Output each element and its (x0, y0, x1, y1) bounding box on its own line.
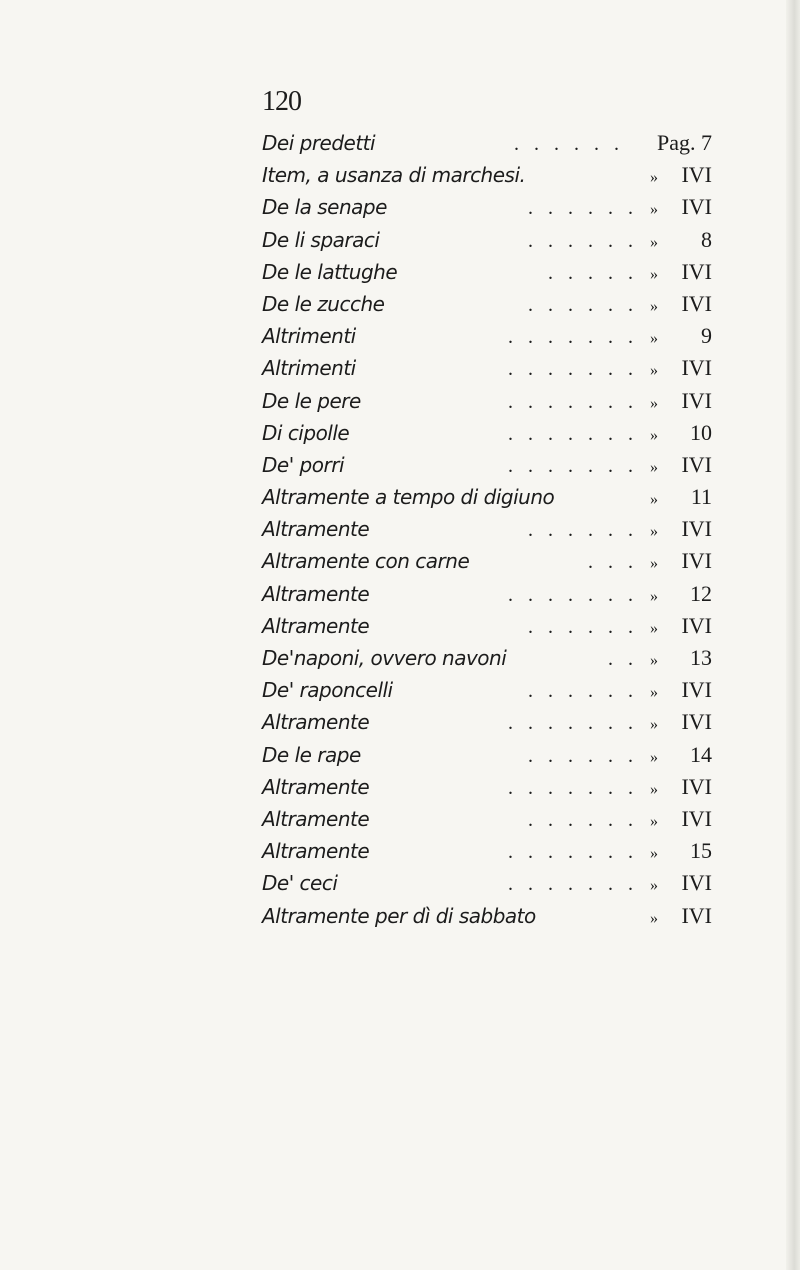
toc-dot-leader: . . . . . . . (508, 454, 638, 477)
toc-page-reference: 14 (690, 741, 712, 767)
toc-ditto-mark: » (650, 845, 658, 863)
toc-entry-title: Altramente (262, 806, 370, 831)
toc-entry-title: De la senape (262, 195, 387, 220)
toc-entry (262, 613, 712, 645)
toc-page-reference: IVI (681, 290, 712, 316)
toc-entry-title: Altramente (262, 774, 370, 799)
table-of-contents (262, 130, 712, 935)
toc-ditto-mark: » (650, 877, 658, 895)
toc-page-reference: 13 (690, 645, 712, 670)
toc-ditto-mark: » (650, 394, 658, 412)
toc-entry (262, 388, 712, 420)
toc-page-reference: IVI (681, 709, 712, 735)
toc-entry (262, 194, 712, 226)
toc-entry-title: Altrimenti (262, 356, 356, 381)
toc-page-reference: 9 (701, 323, 712, 349)
toc-ditto-mark: » (650, 523, 658, 541)
toc-page-reference: IVI (681, 612, 712, 638)
toc-page-reference: IVI (681, 194, 712, 220)
toc-dot-leader: . . . . . . (528, 229, 638, 252)
toc-ditto-mark: » (650, 297, 658, 315)
toc-entry-title: Altramente (262, 839, 370, 864)
toc-dot-leader: . . . . . . (528, 808, 638, 831)
toc-ditto-mark: » (650, 909, 658, 927)
toc-entry (262, 709, 712, 741)
toc-page-reference: 11 (690, 484, 712, 510)
toc-dot-leader: . . . . . . . (508, 841, 638, 864)
toc-entry-title: Altramente (262, 710, 370, 735)
toc-entry (262, 516, 712, 548)
toc-ditto-mark: » (650, 362, 658, 380)
toc-page-reference: 8 (701, 226, 712, 252)
toc-page-reference: IVI (681, 355, 712, 381)
page-edge-shadow (786, 0, 800, 1270)
toc-entry (262, 838, 712, 870)
toc-page-reference: IVI (681, 773, 712, 799)
toc-entry-title: De'naponi, ovvero navoni (262, 646, 507, 670)
toc-ditto-mark: » (650, 426, 658, 444)
toc-page-reference: IVI (681, 870, 712, 896)
toc-dot-leader: . . . . . . . (508, 422, 638, 445)
toc-ditto-mark: » (650, 201, 658, 219)
toc-ditto-mark: » (650, 555, 658, 573)
toc-dot-leader: . . . . . (548, 261, 638, 284)
toc-entry (262, 903, 712, 935)
toc-dot-leader: . . . . . . . (508, 583, 638, 606)
toc-entry-title: Item, a usanza di marchesi. (262, 163, 526, 188)
toc-entry (262, 548, 712, 580)
toc-ditto-mark: » (650, 684, 658, 702)
toc-page-reference: 15 (690, 838, 712, 864)
toc-page-reference: IVI (681, 902, 712, 928)
toc-ditto-mark: » (650, 491, 658, 509)
toc-entry (262, 452, 712, 484)
toc-entry-title: De le rape (262, 742, 361, 767)
toc-ditto-mark: » (650, 169, 658, 187)
toc-page-reference: 10 (690, 419, 712, 445)
toc-ditto-mark: » (650, 458, 658, 476)
toc-entry-title: Altrimenti (262, 324, 356, 349)
toc-dot-leader: . . . . . . (528, 519, 638, 542)
toc-page-reference: IVI (681, 677, 712, 703)
toc-entry-title: Altramente (262, 581, 370, 606)
toc-dot-leader: . . . . . . (514, 133, 624, 155)
toc-dot-leader: . . . . . . . (508, 390, 638, 413)
toc-dot-leader: . . . . . . (528, 293, 638, 316)
toc-dot-leader: . . . . . . . (508, 358, 638, 381)
toc-entry (262, 420, 712, 452)
toc-entry (262, 581, 712, 613)
toc-page-reference: 12 (690, 580, 712, 606)
toc-entry (262, 806, 712, 838)
toc-ditto-mark: » (650, 587, 658, 605)
toc-page-reference: IVI (681, 805, 712, 831)
toc-entry (262, 484, 712, 516)
toc-dot-leader: . . . . . . . (508, 712, 638, 735)
toc-ditto-mark: » (650, 716, 658, 734)
toc-dot-leader: . . . . . . (528, 680, 638, 703)
toc-entry-title: De' ceci (262, 871, 338, 896)
toc-ditto-mark: » (650, 265, 658, 283)
toc-dot-leader: . . . . . . . (508, 873, 638, 896)
toc-ditto-mark: » (650, 619, 658, 637)
toc-entry (262, 130, 712, 162)
toc-entry (262, 227, 712, 259)
toc-page-reference: IVI (681, 516, 712, 542)
toc-entry-title: Altramente a tempo di digiuno (262, 485, 555, 510)
toc-dot-leader: . . (608, 648, 638, 670)
toc-entry-title: Dei predetti (262, 131, 376, 155)
toc-entry (262, 677, 712, 709)
toc-dot-leader: . . . . . . (528, 744, 638, 767)
toc-entry (262, 162, 712, 194)
toc-entry-title: De le pere (262, 388, 361, 413)
toc-entry-title: Altramente per dì di sabbato (262, 903, 536, 928)
toc-entry-title: De li sparaci (262, 227, 380, 252)
toc-entry-title: De' raponcelli (262, 678, 393, 703)
toc-ditto-mark: » (650, 812, 658, 830)
toc-dot-leader: . . . . . . . (508, 776, 638, 799)
toc-entry (262, 774, 712, 806)
toc-ditto-mark: » (650, 780, 658, 798)
toc-page-reference: IVI (681, 387, 712, 413)
toc-entry-title: Altramente (262, 613, 370, 638)
toc-dot-leader: . . . . . . (528, 197, 638, 220)
toc-page-reference: IVI (681, 258, 712, 284)
toc-dot-leader: . . . (588, 551, 638, 574)
toc-entry (262, 870, 712, 902)
toc-entry-title: De' porri (262, 452, 344, 477)
toc-entry-title: De le zucche (262, 291, 385, 316)
toc-entry-title: De le lattughe (262, 259, 398, 284)
toc-entry-title: Altramente (262, 517, 370, 542)
toc-entry (262, 742, 712, 774)
toc-entry (262, 323, 712, 355)
toc-page-reference: Pag. 7 (657, 130, 712, 155)
toc-ditto-mark: » (650, 652, 658, 669)
toc-entry-title: Altramente con carne (262, 549, 470, 574)
toc-page-reference: IVI (681, 162, 712, 188)
toc-dot-leader: . . . . . . . (508, 326, 638, 349)
toc-entry (262, 355, 712, 387)
toc-ditto-mark: » (650, 330, 658, 348)
toc-dot-leader: . . . . . . (528, 615, 638, 638)
toc-entry (262, 645, 712, 677)
toc-entry (262, 259, 712, 291)
toc-entry-title: Di cipolle (262, 420, 350, 445)
toc-page-reference: IVI (681, 548, 712, 574)
toc-page-reference: IVI (681, 451, 712, 477)
toc-ditto-mark: » (650, 233, 658, 251)
page-number: 120 (262, 86, 301, 117)
toc-ditto-mark: » (650, 748, 658, 766)
toc-entry (262, 291, 712, 323)
